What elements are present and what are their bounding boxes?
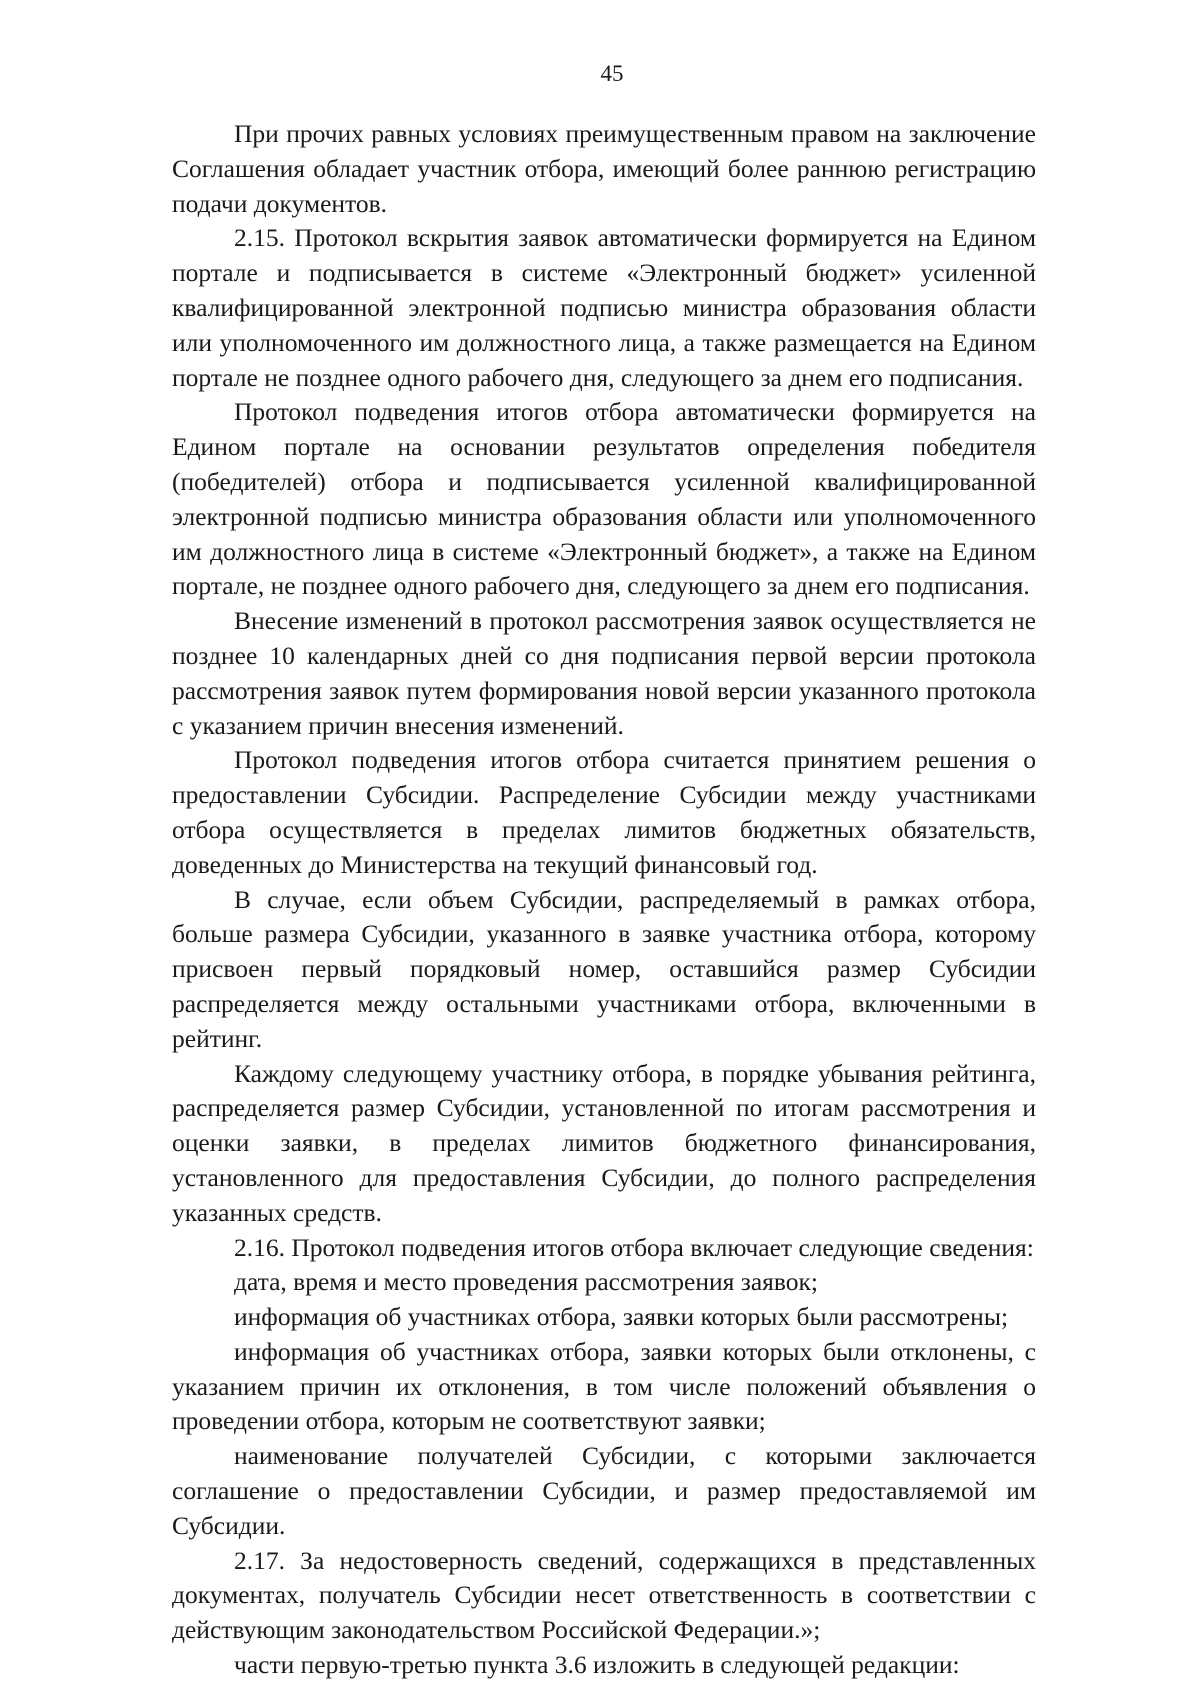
- paragraph: Протокол подведения итогов отбора автоматически формируется на Едином портале на основании результатов определения победителя (победителей) отбора и подписывается усиленной квалифицированной электронной подписью министра образования области или уполномоченного им должностного лица в системе «Электронный бюджет», а также на Едином портале, не позднее одного рабочего дня, следующего за днем его подписания.: [172, 397, 1036, 601]
- list-item: информация об участниках отбора, заявки которых были отклонены, с указанием причин их отклонения, в том числе положений объявления о проведении отбора, которым не соответствуют заявки;: [172, 1336, 1036, 1436]
- paragraph: Протокол подведения итогов отбора считается принятием решения о предоставлении Субсидии. Распределение Субсидии между участниками отбора осуществляется в пределах лимитов бюджетных обязательств, доведенных до Министерства на текущий финансовый год.: [172, 745, 1036, 879]
- list-item: информация об участниках отбора, заявки которых были рассмотрены;: [234, 1302, 1009, 1332]
- paragraph: Каждому следующему участнику отбора, в порядке убывания рейтинга, распределяется размер Субсидии, установленной по итогам рассмотрения и оценки заявки, в пределах лимитов бюджетного финансирования, установленного для предоставления Субсидии, до полного распределения указанных средств.: [172, 1058, 1036, 1227]
- list-item: наименование получателей Субсидии, с которыми заключается соглашение о предоставлении Субсидии, и размер предоставляемой им Субсидии.: [172, 1441, 1036, 1540]
- document-body: [172, 117, 1036, 1683]
- paragraph: 2.15. Протокол вскрытия заявок автоматически формируется на Едином портале и подписывается в системе «Электронный бюджет» усиленной квалифицированной электронной подписью министра образования области или уполномоченного им должностного лица, а также размещается на Едином портале не позднее одного рабочего дня, следующего за днем его подписания.: [172, 223, 1036, 392]
- paragraph: Внесение изменений в протокол рассмотрения заявок осуществляется не позднее 10 календарных дней со дня подписания первой версии протокола рассмотрения заявок путем формирования новой версии указанного протокола с указанием причин внесения изменений.: [172, 606, 1036, 740]
- paragraph: 2.17. За недостоверность сведений, содержащихся в представленных документах, получатель Субсидии несет ответственность в соответствии с действующим законодательством Российской Федерации.»;: [172, 1545, 1036, 1645]
- list-item: дата, время и место проведения рассмотрения заявок;: [234, 1267, 818, 1297]
- page-number: 45: [600, 61, 624, 86]
- paragraph: 2.16. Протокол подведения итогов отбора включает следующие сведения:: [234, 1232, 1034, 1262]
- paragraph: При прочих равных условиях преимущественным правом на заключение Соглашения обладает участник отбора, имеющий более раннюю регистрацию подачи документов.: [172, 119, 1036, 218]
- paragraph: части первую-третью пункта 3.6 изложить в следующей редакции:: [234, 1650, 960, 1680]
- paragraph: В случае, если объем Субсидии, распределяемый в рамках отбора, больше размера Субсидии, указанного в заявке участника отбора, которому присвоен первый порядковый номер, оставшийся размер Субсидии распределяется между остальными участниками отбора, включенными в рейтинг.: [172, 884, 1036, 1053]
